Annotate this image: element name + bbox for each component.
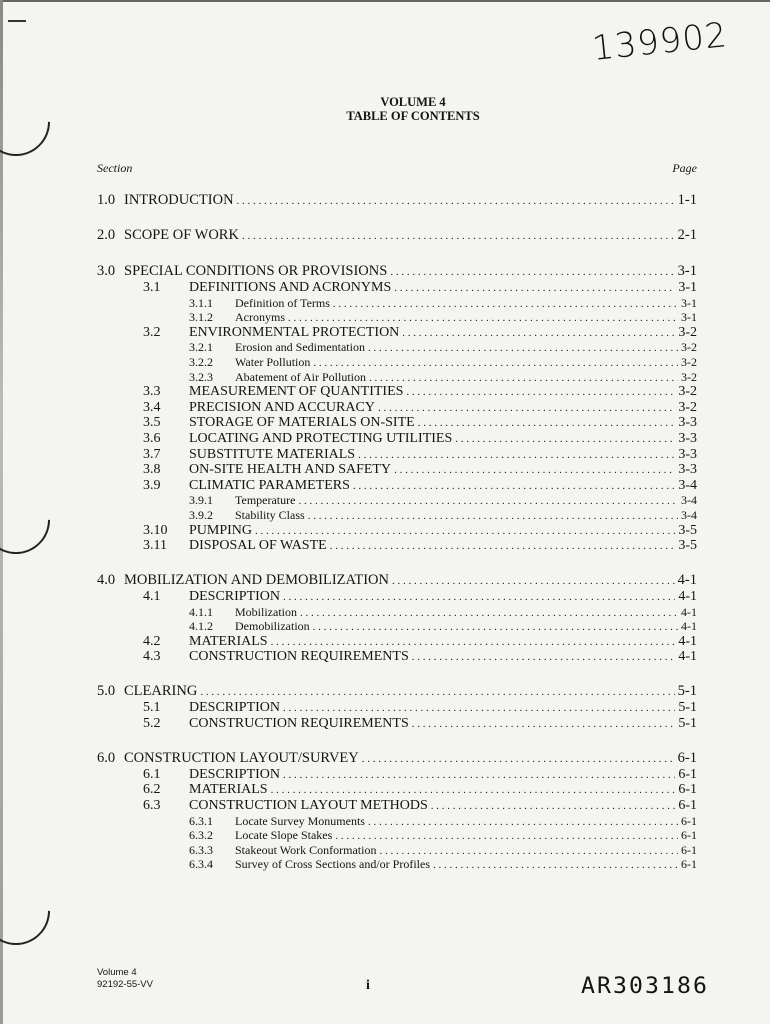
toc-entry-page: 3-1: [677, 262, 697, 279]
toc-entry: [189, 843, 697, 858]
dot-leader: [418, 417, 676, 429]
toc-entry-page: 6-1: [678, 766, 697, 782]
dot-leader: [242, 230, 675, 242]
toc-entry: [143, 782, 697, 798]
toc-entry-title: PRECISION AND ACCURACY: [189, 399, 375, 415]
toc-entry-number: 3.3: [143, 384, 161, 400]
toc-entry-page: 4-1: [677, 571, 697, 588]
toc-entry-number: 3.11: [143, 538, 167, 554]
toc-entry-page: 3-2: [681, 340, 697, 355]
toc-entry-page: 4-1: [678, 633, 697, 649]
toc-entry-number: 3.2.1: [189, 340, 213, 355]
toc-entry-page: 3-1: [681, 310, 697, 325]
toc-entry: [143, 384, 697, 400]
toc-entry-page: 3-1: [681, 295, 697, 310]
toc-entry-title: INTRODUCTION: [124, 192, 234, 208]
toc-entry-page: 5-1: [677, 683, 697, 699]
dot-leader: [283, 769, 675, 781]
toc-entry-number: 3.6: [143, 430, 161, 446]
toc-entry: [97, 192, 697, 209]
toc-entry-title: STORAGE OF MATERIALS ON-SITE: [189, 415, 415, 431]
toc-entry: [143, 447, 697, 463]
toc-entry-title: CONSTRUCTION LAYOUT/SURVEY: [124, 749, 359, 766]
toc-entry-page: 3-5: [678, 522, 697, 538]
toc-entry: [189, 355, 697, 370]
toc-entry: [143, 700, 697, 716]
dot-leader: [406, 386, 675, 398]
archive-stamp: AR303186: [580, 974, 710, 999]
dot-leader: [308, 510, 678, 522]
toc-entry: [143, 589, 697, 605]
toc-entry: [143, 716, 697, 732]
toc-entry-title: SPECIAL CONDITIONS OR PROVISIONS: [124, 262, 388, 279]
toc-entry-number: 6.2: [143, 782, 161, 798]
toc-entry-number: 3.9.2: [189, 507, 213, 522]
toc-entry: [143, 767, 697, 783]
toc-entry: [97, 263, 697, 280]
toc-entry-title: PUMPING: [189, 522, 253, 538]
toc-entry-title: Water Pollution: [235, 354, 311, 369]
toc-entry-title: Erosion and Sedimentation: [235, 340, 365, 355]
toc-entry: [143, 431, 697, 447]
toc-entry-page: 4-1: [681, 604, 697, 619]
toc-entry-page: 6-1: [681, 828, 697, 843]
toc-entry-page: 1-1: [677, 192, 697, 208]
dot-leader: [379, 845, 678, 857]
toc-entry-title: Definition of Terms: [235, 295, 330, 310]
toc-entry: [189, 370, 697, 385]
toc-entry-title: CONSTRUCTION LAYOUT METHODS: [189, 798, 428, 813]
page-column-header: Page: [672, 161, 697, 175]
toc-entry-title: SCOPE OF WORK: [124, 227, 239, 244]
toc-entry-page: 3-3: [678, 415, 697, 431]
dot-leader: [412, 718, 676, 730]
toc-entry-title: Locate Slope Stakes: [235, 828, 333, 843]
toc-entry-title: MATERIALS: [189, 633, 268, 649]
toc-entry: [189, 857, 697, 872]
toc-entry-page: 6-1: [678, 798, 697, 813]
toc-entry-number: 5.1: [143, 700, 161, 716]
toc-entry-page: 4-1: [681, 619, 697, 634]
toc-entry: [97, 683, 697, 700]
toc-entry-title: CLEARING: [124, 683, 198, 699]
toc-entry: [143, 400, 697, 416]
toc-entry-title: DESCRIPTION: [189, 766, 281, 782]
dot-leader: [368, 816, 678, 828]
dot-leader: [283, 702, 675, 714]
toc-entry: [189, 340, 697, 355]
toc-entry-number: 1.0: [97, 192, 116, 208]
toc-entry-page: 6-1: [681, 857, 697, 872]
toc-entry: [143, 649, 697, 665]
dot-leader: [390, 266, 674, 278]
dot-leader: [368, 342, 678, 354]
toc-entry: [143, 478, 697, 494]
toc-entry-page: 3-2: [681, 354, 697, 369]
section-column-header: Section: [97, 161, 133, 175]
footer: [97, 967, 153, 991]
toc-entry-page: 5-1: [678, 715, 697, 731]
dot-leader: [298, 495, 678, 507]
toc-entry-page: 3-1: [678, 279, 697, 295]
dot-leader: [369, 372, 678, 384]
volume-title: VOLUME 4: [380, 95, 446, 109]
toc-entry-title: Temperature: [235, 493, 296, 508]
dot-leader: [200, 686, 674, 698]
toc-entry-number: 3.2: [143, 324, 161, 340]
toc-entry: [189, 493, 697, 508]
dot-leader: [378, 402, 675, 414]
toc-entry-page: 4-1: [678, 589, 697, 604]
dot-leader: [353, 480, 675, 492]
toc-entry: [143, 634, 697, 650]
toc-entry-title: SUBSTITUTE MATERIALS: [189, 446, 356, 462]
dot-leader: [394, 282, 675, 294]
toc-entry-title: DISPOSAL OF WASTE: [189, 538, 327, 554]
toc-entry-number: 3.0: [97, 262, 116, 279]
handwritten-number: 139902: [590, 15, 730, 69]
dot-leader: [300, 607, 678, 619]
dot-leader: [333, 298, 678, 310]
dot-leader: [358, 449, 675, 461]
toc-entry-number: 3.1.1: [189, 295, 213, 310]
dot-leader: [271, 784, 676, 796]
toc-entry-number: 3.1.2: [189, 310, 213, 325]
toc-entry-page: 3-3: [678, 462, 697, 478]
toc-entry-page: 4-1: [678, 649, 697, 665]
toc-entry-page: 3-4: [681, 493, 697, 508]
toc-entry-title: Stability Class: [235, 507, 305, 522]
toc-entry-page: 6-1: [677, 749, 697, 766]
dot-leader: [431, 800, 676, 812]
toc-entry-number: 3.2.3: [189, 369, 213, 384]
footer-volume: Volume 4: [97, 967, 137, 978]
dot-leader: [433, 859, 678, 871]
toc-entry-number: 3.9.1: [189, 493, 213, 508]
toc-entry-number: 6.1: [143, 766, 161, 782]
toc-entry-title: MEASUREMENT OF QUANTITIES: [189, 384, 404, 400]
toc-entry-number: 4.1: [143, 589, 161, 604]
toc-entry: [97, 572, 697, 589]
toc-entry-title: MOBILIZATION AND DEMOBILIZATION: [124, 571, 389, 588]
toc-entry-title: Locate Survey Monuments: [235, 813, 365, 828]
toc-entry-number: 3.9: [143, 477, 161, 493]
toc-entry-number: 3.5: [143, 415, 161, 431]
toc-entry-title: LOCATING AND PROTECTING UTILITIES: [189, 430, 453, 446]
dot-leader: [455, 433, 675, 445]
toc-entry-page: 3-2: [681, 369, 697, 384]
toc-entry: [189, 605, 697, 620]
toc-entry-number: 3.2.2: [189, 354, 213, 369]
toc-title: TABLE OF CONTENTS: [346, 109, 480, 123]
toc-entry-title: CONSTRUCTION REQUIREMENTS: [189, 715, 409, 731]
toc-entry-number: 6.3: [143, 798, 161, 813]
dot-leader: [288, 312, 678, 324]
toc-entry-number: 4.0: [97, 571, 116, 588]
toc-entry-number: 3.8: [143, 462, 161, 478]
dot-leader: [412, 651, 676, 663]
toc-entry-page: 6-1: [681, 813, 697, 828]
toc-entry: [189, 296, 697, 311]
dot-leader: [313, 357, 678, 369]
toc-entry-title: ON-SITE HEALTH AND SAFETY: [189, 462, 392, 478]
toc-entry-number: 6.3.4: [189, 857, 213, 872]
toc-entry: [143, 415, 697, 431]
toc-entry-page: 6-1: [678, 782, 697, 798]
toc-entry-number: 4.2: [143, 633, 161, 649]
toc-entry-page: 3-2: [678, 384, 697, 400]
toc-entry-title: Stakeout Work Conformation: [235, 842, 377, 857]
toc-entry: [143, 280, 697, 296]
toc-entry-page: 3-2: [678, 324, 697, 340]
toc-entry-page: 3-3: [678, 430, 697, 446]
toc-entry-page: 2-1: [677, 227, 697, 244]
toc-entry-page: 5-1: [678, 700, 697, 716]
toc-entry: [97, 227, 697, 244]
toc-entry: [143, 798, 697, 814]
toc-entry-number: 5.0: [97, 683, 116, 699]
toc-entry: [189, 814, 697, 829]
toc-entry-page: 3-4: [678, 477, 697, 493]
dot-leader: [255, 525, 675, 537]
toc-entry-title: DESCRIPTION: [189, 589, 281, 604]
toc-entry-title: ENVIRONMENTAL PROTECTION: [189, 324, 400, 340]
toc-entry: [189, 508, 697, 523]
toc-entry-page: 6-1: [681, 842, 697, 857]
dot-leader: [362, 753, 675, 765]
toc-entry-number: 3.4: [143, 399, 161, 415]
toc-entry-title: Demobilization: [235, 619, 310, 634]
toc-entry-number: 3.1: [143, 279, 161, 295]
dot-leader: [392, 575, 675, 587]
toc-entry-title: MATERIALS: [189, 782, 268, 798]
toc-entry-number: 6.3.3: [189, 842, 213, 857]
toc-entry: [143, 538, 697, 554]
dot-leader: [283, 591, 675, 603]
toc-entry-page: 3-2: [678, 399, 697, 415]
toc-entry-number: 4.3: [143, 649, 161, 665]
toc-entry-number: 4.1.1: [189, 604, 213, 619]
dot-leader: [394, 464, 675, 476]
toc-entry: [189, 619, 697, 634]
toc-entry-title: CONSTRUCTION REQUIREMENTS: [189, 649, 409, 665]
toc-entry-number: 3.10: [143, 522, 168, 538]
toc-entry: [189, 310, 697, 325]
toc-entry: [97, 750, 697, 767]
toc-entry-title: CLIMATIC PARAMETERS: [189, 477, 350, 493]
dot-leader: [402, 327, 675, 339]
toc-entry-title: DESCRIPTION: [189, 700, 281, 716]
toc-entry-title: Survey of Cross Sections and/or Profiles: [235, 857, 430, 872]
footer-doc-number: 92192-55-VV: [97, 979, 153, 990]
toc-entry-number: 6.0: [97, 749, 116, 766]
toc-entry-title: Mobilization: [235, 604, 297, 619]
toc-entry-number: 3.7: [143, 446, 161, 462]
toc-entry-number: 4.1.2: [189, 619, 213, 634]
dot-leader: [271, 636, 676, 648]
toc-entry-number: 6.3.2: [189, 828, 213, 843]
toc-entry-page: 3-3: [678, 446, 697, 462]
toc-entry: [189, 828, 697, 843]
toc-entry: [143, 462, 697, 478]
dot-leader: [330, 540, 676, 552]
toc-entry-number: 6.3.1: [189, 813, 213, 828]
page-number: i: [366, 978, 370, 993]
toc-entry-page: 3-5: [678, 538, 697, 554]
toc-entry-title: DEFINITIONS AND ACRONYMS: [189, 279, 392, 295]
dot-leader: [335, 830, 678, 842]
toc-entry-page: 3-4: [681, 507, 697, 522]
dot-leader: [313, 621, 678, 633]
toc-entry-number: 5.2: [143, 715, 161, 731]
dot-leader: [237, 195, 675, 207]
toc-entry-number: 2.0: [97, 227, 116, 244]
toc-entry-title: Acronyms: [235, 310, 285, 325]
toc-entry: [143, 325, 697, 341]
toc-entry: [143, 523, 697, 539]
toc-entry-title: Abatement of Air Pollution: [235, 369, 366, 384]
